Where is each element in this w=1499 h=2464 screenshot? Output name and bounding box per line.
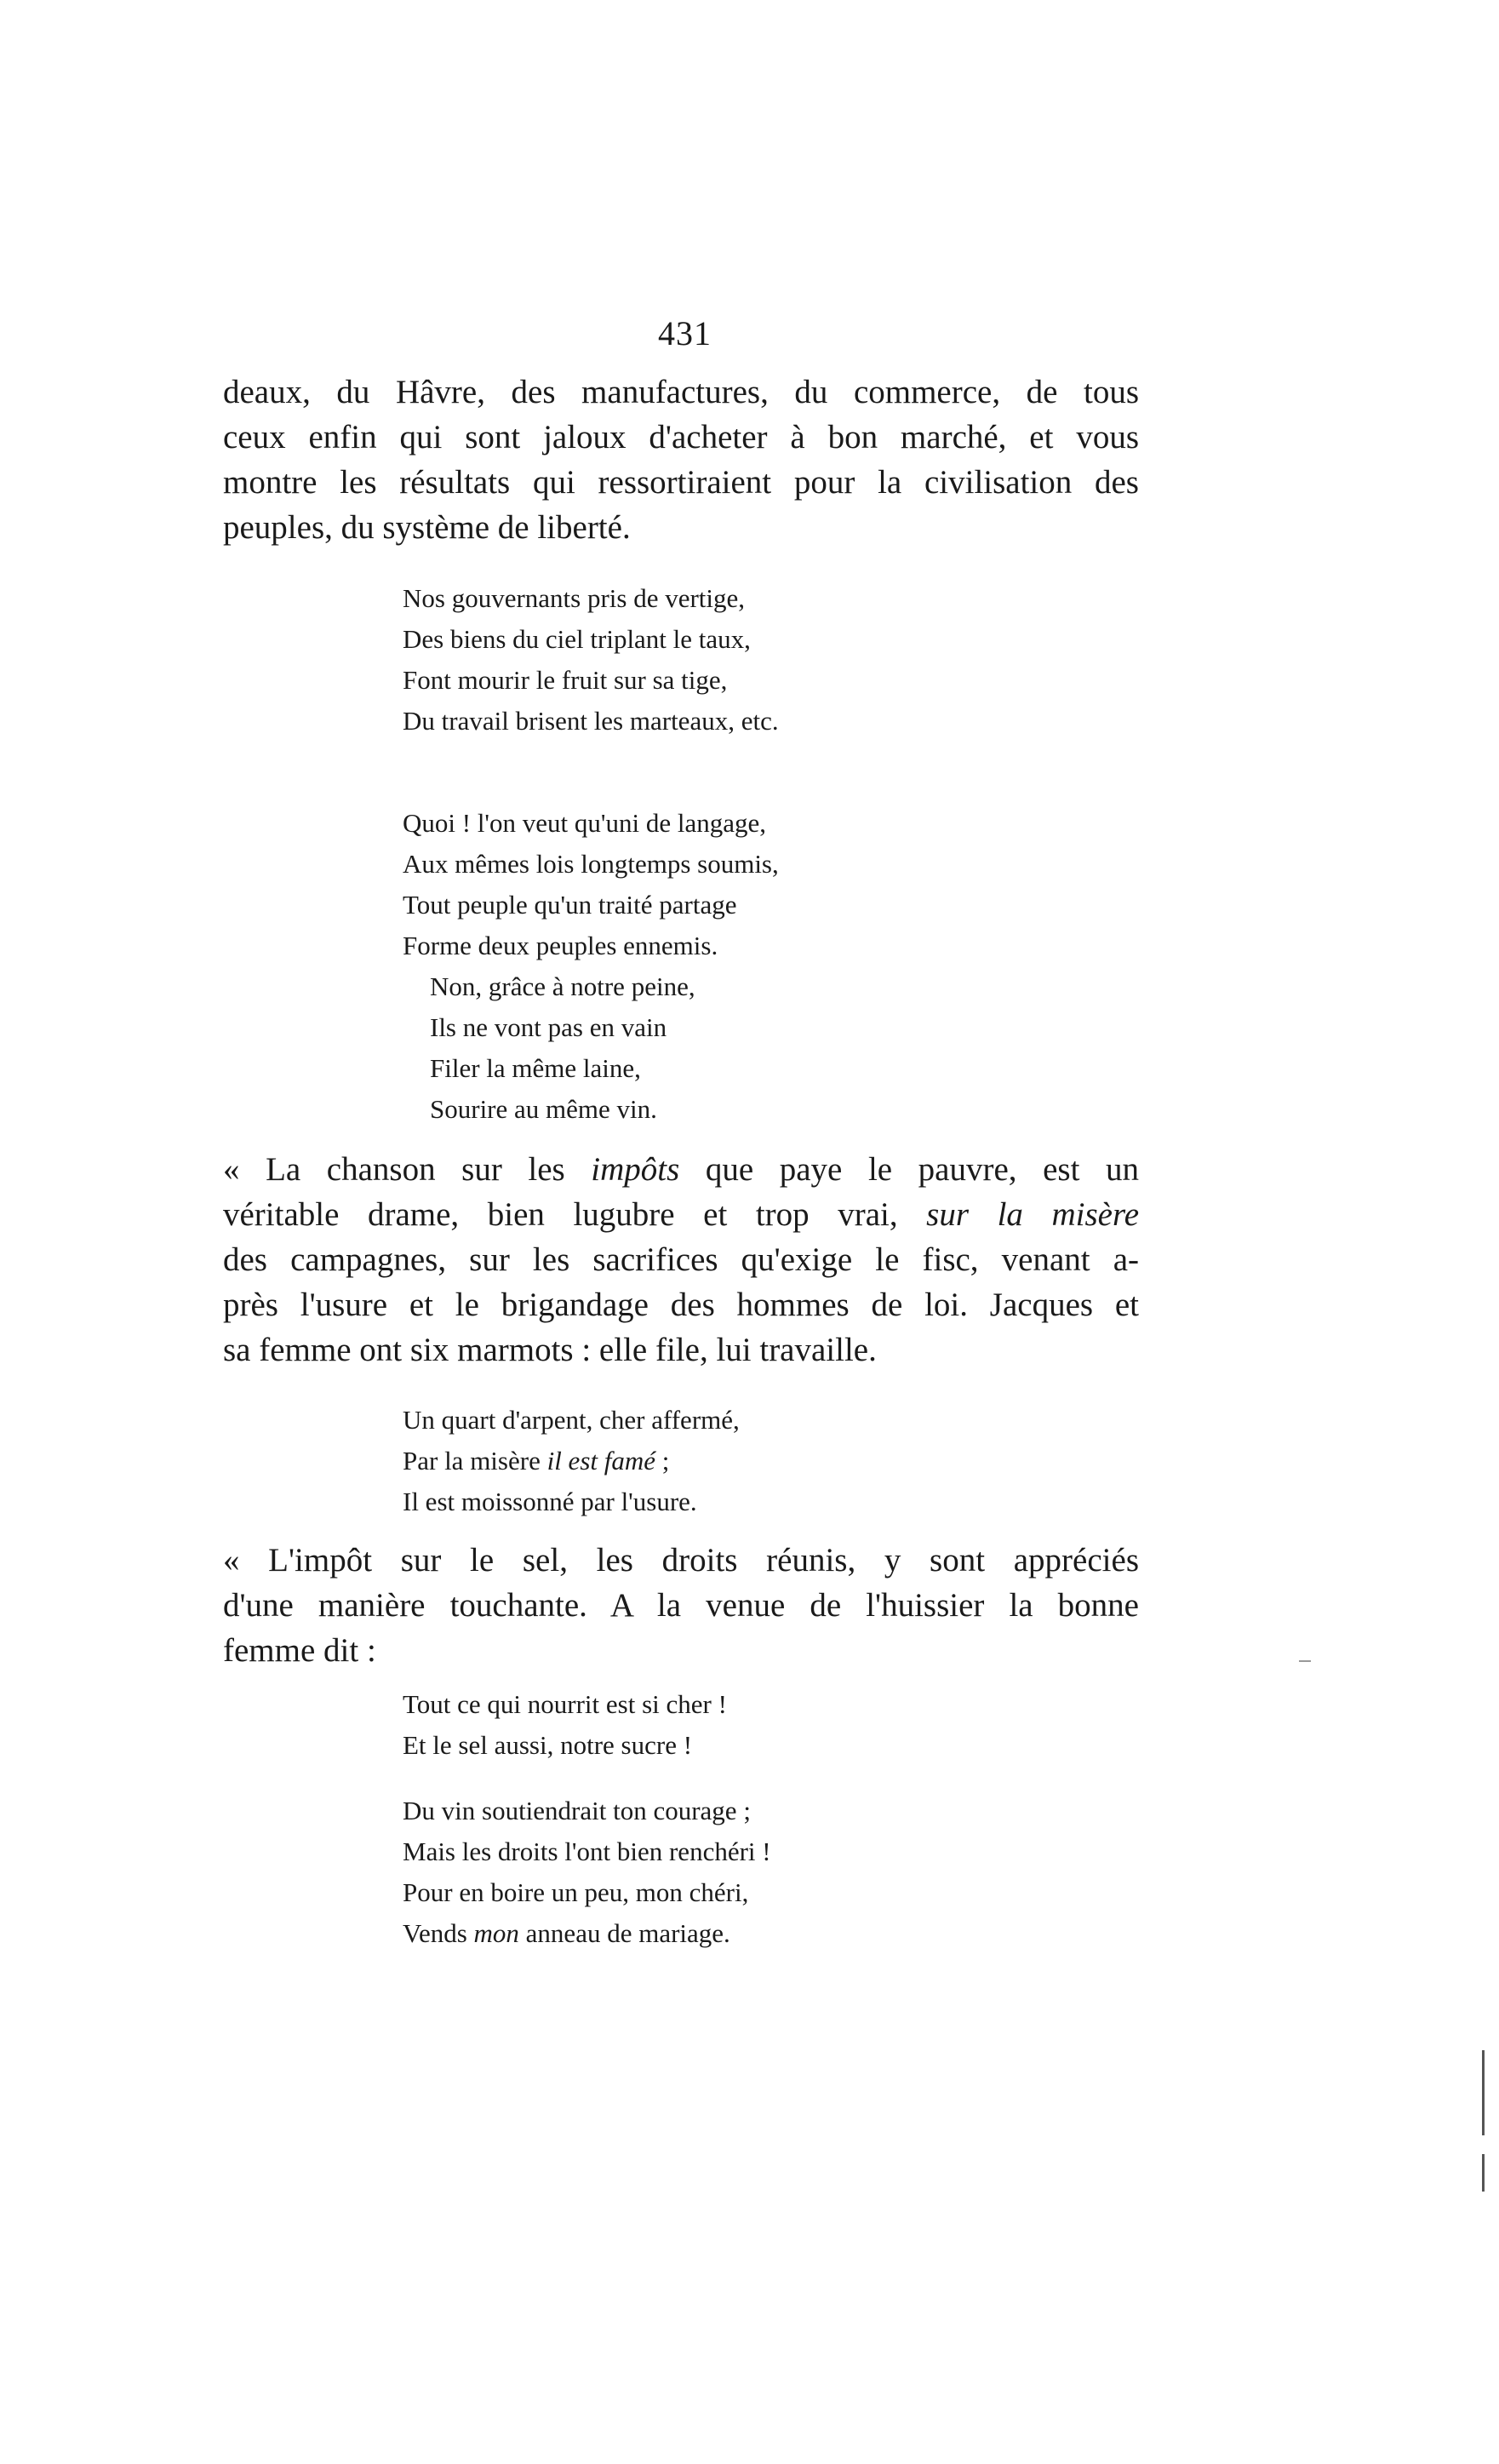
verse-line: Sourire au même vin. — [430, 1094, 657, 1124]
text-line: deaux, du Hâvre, des manufactures, du commerce, de tous — [223, 374, 1139, 410]
scan-edge-mark — [1482, 2050, 1485, 2135]
text-run: Vends — [403, 1918, 474, 1948]
verse-line: Filer la même laine, — [430, 1053, 641, 1083]
verse-line: Des biens du ciel triplant le taux, — [403, 624, 751, 654]
verse-line: Du travail brisent les marteaux, etc. — [403, 706, 779, 736]
italic-text: sur la misère — [926, 1196, 1140, 1233]
italic-text: mon — [473, 1918, 519, 1948]
scan-edge-mark — [1482, 2154, 1485, 2192]
verse-line: Aux mêmes lois longtemps soumis, — [403, 849, 779, 879]
verse-line: Du vin soutiendrait ton courage ; — [403, 1796, 751, 1825]
verse-line: Ils ne vont pas en vain — [430, 1012, 667, 1042]
verse-line: Forme deux peuples ennemis. — [403, 931, 718, 960]
text-line: d'une manière touchante. A la venue de l'huissier la bonne — [223, 1587, 1139, 1624]
text-line: montre les résultats qui ressortiraient pour la civilisation des — [223, 464, 1139, 501]
page-number: 431 — [658, 314, 712, 352]
paragraph-2 — [223, 1147, 1139, 1372]
verse-stanza-2 — [403, 803, 779, 1130]
scan-speck — [1299, 1660, 1311, 1662]
text-run: « La chanson sur les — [223, 1151, 592, 1188]
text-line: près l'usure et le brigandage des hommes de loi. Jacques et — [223, 1286, 1139, 1323]
text-run: anneau de mariage. — [518, 1918, 730, 1948]
verse-stanza-5 — [403, 1791, 771, 1954]
verse-stanza-4 — [403, 1684, 727, 1766]
verse-line: Tout peuple qu'un traité partage — [403, 890, 737, 920]
text-run: ; — [655, 1446, 670, 1476]
text-line: ceux enfin qui sont jaloux d'acheter à bon marché, et vous — [223, 419, 1139, 456]
text-run: que paye le pauvre, est un — [679, 1151, 1139, 1188]
text-line: sa femme ont six marmots : elle file, lui travaille. — [223, 1332, 877, 1368]
text-run: Par la misère — [403, 1446, 547, 1476]
text-line: « L'impôt sur le sel, les droits réunis, y sont appréciés — [223, 1542, 1139, 1579]
verse-line: Un quart d'arpent, cher affermé, — [403, 1405, 740, 1435]
italic-text: il est famé — [546, 1446, 655, 1476]
verse-line: Tout ce qui nourrit est si cher ! — [403, 1689, 727, 1719]
verse-line — [403, 1441, 740, 1481]
verse-line: Non, grâce à notre peine, — [430, 971, 695, 1001]
verse-line: Mais les droits l'ont bien renchéri ! — [403, 1837, 771, 1866]
paragraph-3 — [223, 1538, 1139, 1673]
text-run: véritable drame, bien lugubre et trop vrai, — [223, 1196, 927, 1233]
verse-line: Nos gouvernants pris de vertige, — [403, 583, 746, 613]
verse-line — [403, 1913, 771, 1954]
text-line — [223, 1147, 1139, 1192]
verse-stanza-1 — [403, 578, 779, 742]
text-line: des campagnes, sur les sacrifices qu'exige le fisc, venant a- — [223, 1241, 1139, 1278]
verse-line: Et le sel aussi, notre sucre ! — [403, 1730, 693, 1760]
verse-stanza-3 — [403, 1400, 740, 1522]
verse-line: Pour en boire un peu, mon chéri, — [403, 1877, 749, 1907]
text-line: femme dit : — [223, 1632, 376, 1669]
text-line — [223, 1192, 1139, 1237]
verse-line: Quoi ! l'on veut qu'uni de langage, — [403, 808, 766, 838]
verse-line: Il est moissonné par l'usure. — [403, 1487, 697, 1516]
text-line: peuples, du système de liberté. — [223, 509, 631, 546]
paragraph-1 — [223, 370, 1139, 550]
verse-line: Font mourir le fruit sur sa tige, — [403, 665, 728, 695]
italic-text: impôts — [591, 1151, 680, 1188]
